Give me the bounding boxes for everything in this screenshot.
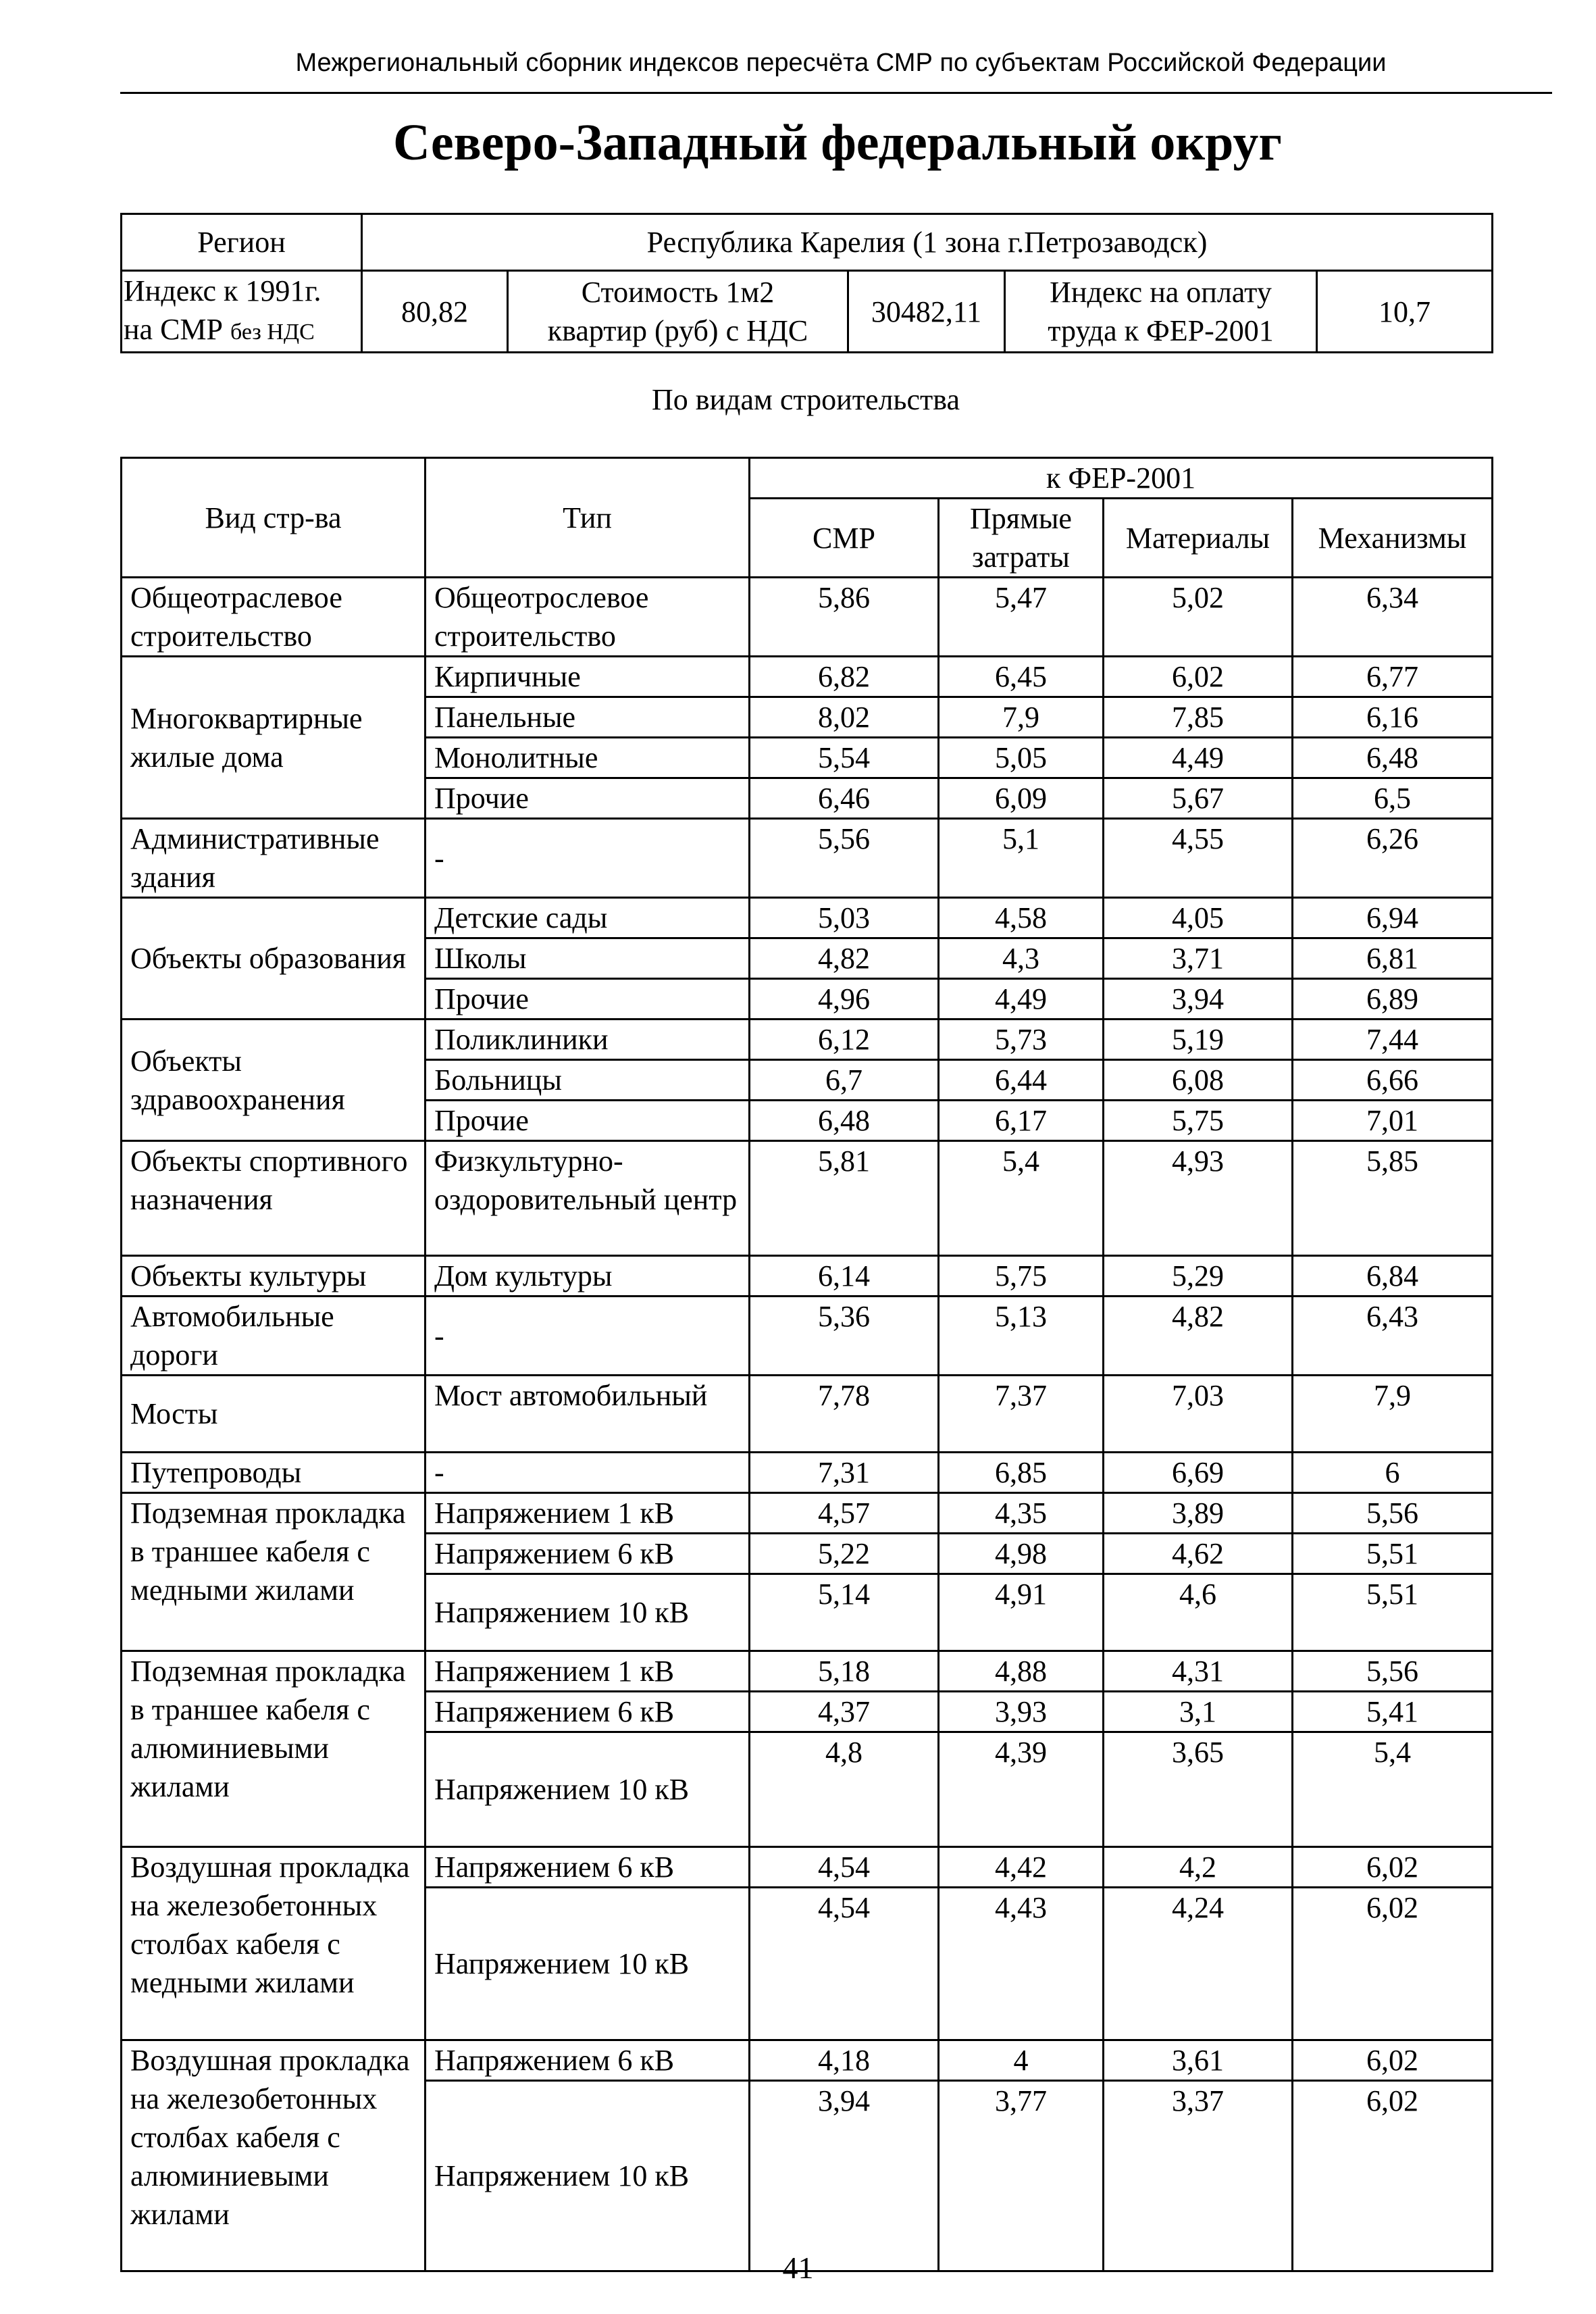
table-row (122, 578, 1493, 657)
value-smr: 6,46 (750, 778, 939, 819)
value-smr: 6,12 (750, 1020, 939, 1060)
value-direct: 4,91 (939, 1574, 1104, 1651)
index-label-small: без НДС (230, 320, 315, 345)
value-smr: 7,31 (750, 1453, 939, 1493)
construction-kind: Общеотраслевое строительство (122, 578, 426, 657)
construction-kind: Объекты культуры (122, 1256, 426, 1297)
construction-type: Дом культуры (426, 1256, 750, 1297)
construction-index-table (120, 457, 1493, 2272)
value-direct: 7,9 (939, 697, 1104, 738)
construction-type: Прочие (426, 778, 750, 819)
header-group: к ФЕР-2001 (750, 458, 1493, 499)
region-value: Республика Карелия (1 зона г.Петрозаводск) (362, 214, 1493, 271)
value-machines: 5,56 (1293, 1493, 1493, 1534)
value-machines: 5,56 (1293, 1651, 1493, 1692)
value-machines: 6,89 (1293, 979, 1493, 1020)
value-smr: 5,14 (750, 1574, 939, 1651)
value-machines: 6,43 (1293, 1297, 1493, 1376)
value-machines: 6,81 (1293, 938, 1493, 979)
construction-type: Напряжением 10 кВ (426, 2081, 750, 2271)
value-materials: 6,08 (1104, 1060, 1293, 1101)
construction-type: Напряжением 6 кВ (426, 1534, 750, 1574)
construction-type: Больницы (426, 1060, 750, 1101)
value-materials: 3,89 (1104, 1493, 1293, 1534)
value-materials: 4,2 (1104, 1847, 1293, 1888)
value-machines: 6,5 (1293, 778, 1493, 819)
value-direct: 5,75 (939, 1256, 1104, 1297)
value-smr: 7,78 (750, 1376, 939, 1453)
header-smr: СМР (750, 499, 939, 578)
table-row (122, 657, 1493, 697)
cost-label-line2: квартир (руб) с НДС (547, 314, 808, 347)
value-direct: 4,98 (939, 1534, 1104, 1574)
value-direct: 3,77 (939, 2081, 1104, 2271)
value-direct: 6,45 (939, 657, 1104, 697)
value-smr: 4,18 (750, 2040, 939, 2081)
index-label-main: на СМР (124, 313, 231, 346)
construction-type: Напряжением 6 кВ (426, 1847, 750, 1888)
table-row (122, 819, 1493, 898)
value-materials: 4,31 (1104, 1651, 1293, 1692)
value-materials: 3,65 (1104, 1732, 1293, 1847)
construction-type: Поликлиники (426, 1020, 750, 1060)
construction-kind: Административные здания (122, 819, 426, 898)
value-direct: 6,44 (939, 1060, 1104, 1101)
value-machines: 6,16 (1293, 697, 1493, 738)
value-direct: 6,17 (939, 1101, 1104, 1141)
value-smr: 5,54 (750, 738, 939, 778)
construction-type: Школы (426, 938, 750, 979)
value-machines: 5,4 (1293, 1732, 1493, 1847)
value-materials: 4,05 (1104, 898, 1293, 938)
construction-type: - (426, 1453, 750, 1493)
value-smr: 4,37 (750, 1692, 939, 1732)
value-machines: 6,02 (1293, 2081, 1493, 2271)
construction-kind: Объекты спортивного назначения (122, 1141, 426, 1256)
table-row (122, 1256, 1493, 1297)
value-smr: 6,82 (750, 657, 939, 697)
construction-type: Детские сады (426, 898, 750, 938)
value-direct: 4 (939, 2040, 1104, 2081)
value-materials: 7,85 (1104, 697, 1293, 738)
value-materials: 7,03 (1104, 1376, 1293, 1453)
construction-kind: Подземная прокладка в траншее кабеля с медными жилами (122, 1493, 426, 1651)
value-direct: 4,42 (939, 1847, 1104, 1888)
value-materials: 5,02 (1104, 578, 1293, 657)
value-materials: 5,75 (1104, 1101, 1293, 1141)
index-value: 80,82 (362, 271, 508, 353)
value-materials: 5,29 (1104, 1256, 1293, 1297)
region-table (120, 213, 1493, 353)
value-direct: 4,39 (939, 1732, 1104, 1847)
labor-label (1005, 271, 1317, 353)
value-materials: 4,55 (1104, 819, 1293, 898)
header-type: Тип (426, 458, 750, 578)
district-title: Северо-Западный федеральный округ (393, 114, 1282, 171)
value-smr: 5,36 (750, 1297, 939, 1376)
table-row (122, 1376, 1493, 1453)
value-machines: 6,02 (1293, 2040, 1493, 2081)
value-smr: 8,02 (750, 697, 939, 738)
value-direct: 4,49 (939, 979, 1104, 1020)
construction-type: Монолитные (426, 738, 750, 778)
construction-kind: Воздушная прокладка на железобетонных столбах кабеля с алюминиевыми жилами (122, 2040, 426, 2271)
value-machines: 5,51 (1293, 1574, 1493, 1651)
construction-type: Напряжением 10 кВ (426, 1574, 750, 1651)
value-materials: 4,24 (1104, 1888, 1293, 2040)
value-machines: 6 (1293, 1453, 1493, 1493)
table-row (122, 1493, 1493, 1534)
section-subtitle: По видам строительства (652, 383, 960, 416)
value-materials: 4,82 (1104, 1297, 1293, 1376)
value-direct: 5,4 (939, 1141, 1104, 1256)
value-machines: 5,41 (1293, 1692, 1493, 1732)
value-direct: 5,73 (939, 1020, 1104, 1060)
construction-type: Напряжением 6 кВ (426, 2040, 750, 2081)
construction-kind: Объекты образования (122, 898, 426, 1020)
value-materials: 3,1 (1104, 1692, 1293, 1732)
construction-type: Панельные (426, 697, 750, 738)
value-machines: 6,02 (1293, 1847, 1493, 1888)
table-body (122, 578, 1493, 2271)
value-machines: 7,9 (1293, 1376, 1493, 1453)
value-smr: 5,86 (750, 578, 939, 657)
value-smr: 4,57 (750, 1493, 939, 1534)
value-materials: 4,49 (1104, 738, 1293, 778)
value-machines: 5,51 (1293, 1534, 1493, 1574)
table-row (122, 1020, 1493, 1060)
construction-type: - (426, 1297, 750, 1376)
table-row (122, 1453, 1493, 1493)
value-machines: 6,48 (1293, 738, 1493, 778)
construction-kind: Путепроводы (122, 1453, 426, 1493)
value-smr: 4,54 (750, 1888, 939, 2040)
header-direct: Прямые затраты (939, 499, 1104, 578)
value-smr: 4,82 (750, 938, 939, 979)
table-row (122, 1847, 1493, 1888)
table-row (122, 1141, 1493, 1256)
value-machines: 7,01 (1293, 1101, 1493, 1141)
cost-value: 30482,11 (848, 271, 1005, 353)
value-smr: 3,94 (750, 2081, 939, 2271)
value-direct: 5,13 (939, 1297, 1104, 1376)
construction-type: Прочие (426, 979, 750, 1020)
construction-kind: Воздушная прокладка на железобетонных столбах кабеля с медными жилами (122, 1847, 426, 2040)
value-machines: 5,85 (1293, 1141, 1493, 1256)
value-smr: 6,7 (750, 1060, 939, 1101)
construction-kind: Автомобильные дороги (122, 1297, 426, 1376)
construction-kind: Объекты здравоохранения (122, 1020, 426, 1141)
labor-label-line2: труда к ФЕР-2001 (1048, 314, 1274, 347)
header-rule (120, 92, 1552, 94)
value-smr: 5,03 (750, 898, 939, 938)
value-direct: 5,05 (939, 738, 1104, 778)
value-machines: 6,77 (1293, 657, 1493, 697)
page-number: 41 (782, 2250, 814, 2285)
index-label-line1: Индекс к 1991г. (124, 274, 321, 307)
construction-kind: Многоквартирные жилые дома (122, 657, 426, 819)
region-label: Регион (122, 214, 362, 271)
value-direct: 4,43 (939, 1888, 1104, 2040)
value-direct: 5,1 (939, 819, 1104, 898)
value-direct: 4,3 (939, 938, 1104, 979)
construction-type: Напряжением 6 кВ (426, 1692, 750, 1732)
value-materials: 3,61 (1104, 2040, 1293, 2081)
index-label-line2 (124, 310, 353, 351)
value-direct: 4,35 (939, 1493, 1104, 1534)
value-smr: 4,96 (750, 979, 939, 1020)
value-materials: 6,69 (1104, 1453, 1293, 1493)
value-machines: 6,66 (1293, 1060, 1493, 1101)
construction-type: Напряжением 10 кВ (426, 1888, 750, 2040)
value-machines: 6,26 (1293, 819, 1493, 898)
value-smr: 5,22 (750, 1534, 939, 1574)
value-smr: 5,18 (750, 1651, 939, 1692)
construction-type: Напряжением 10 кВ (426, 1732, 750, 1847)
value-direct: 7,37 (939, 1376, 1104, 1453)
value-direct: 4,88 (939, 1651, 1104, 1692)
construction-type: Физкультурно-оздоровительный центр (426, 1141, 750, 1256)
table-row (122, 1297, 1493, 1376)
construction-type: Напряжением 1 кВ (426, 1493, 750, 1534)
value-machines: 6,02 (1293, 1888, 1493, 2040)
construction-type: - (426, 819, 750, 898)
value-materials: 3,71 (1104, 938, 1293, 979)
value-direct: 5,47 (939, 578, 1104, 657)
labor-label-line1: Индекс на оплату (1050, 276, 1272, 309)
header-kind: Вид стр-ва (122, 458, 426, 578)
construction-type: Кирпичные (426, 657, 750, 697)
value-machines: 7,44 (1293, 1020, 1493, 1060)
table-row (122, 2040, 1493, 2081)
value-materials: 3,94 (1104, 979, 1293, 1020)
value-machines: 6,34 (1293, 578, 1493, 657)
value-materials: 6,02 (1104, 657, 1293, 697)
value-machines: 6,84 (1293, 1256, 1493, 1297)
value-direct: 4,58 (939, 898, 1104, 938)
construction-type: Мост автомобильный (426, 1376, 750, 1453)
value-smr: 6,14 (750, 1256, 939, 1297)
value-materials: 5,19 (1104, 1020, 1293, 1060)
value-machines: 6,94 (1293, 898, 1493, 938)
value-smr: 5,56 (750, 819, 939, 898)
value-materials: 3,37 (1104, 2081, 1293, 2271)
cost-label-line1: Стоимость 1м2 (581, 276, 775, 309)
value-materials: 4,93 (1104, 1141, 1293, 1256)
labor-value: 10,7 (1317, 271, 1493, 353)
construction-type: Напряжением 1 кВ (426, 1651, 750, 1692)
header-machines: Механизмы (1293, 499, 1493, 578)
construction-type: Прочие (426, 1101, 750, 1141)
value-direct: 3,93 (939, 1692, 1104, 1732)
table-row (122, 898, 1493, 938)
construction-type: Общеотрослевое строительство (426, 578, 750, 657)
table-row (122, 1651, 1493, 1692)
value-direct: 6,09 (939, 778, 1104, 819)
value-materials: 5,67 (1104, 778, 1293, 819)
value-materials: 4,6 (1104, 1574, 1293, 1651)
value-smr: 5,81 (750, 1141, 939, 1256)
value-smr: 6,48 (750, 1101, 939, 1141)
construction-kind: Мосты (122, 1376, 426, 1453)
index-label (122, 271, 362, 353)
cost-label (508, 271, 848, 353)
construction-kind: Подземная прокладка в траншее кабеля с алюминиевыми жилами (122, 1651, 426, 1847)
value-materials: 4,62 (1104, 1534, 1293, 1574)
collection-title: Межрегиональный сборник индексов пересчёта СМР по субъектам Российской Федерации (295, 49, 1387, 77)
value-smr: 4,8 (750, 1732, 939, 1847)
header-materials: Материалы (1104, 499, 1293, 578)
value-smr: 4,54 (750, 1847, 939, 1888)
value-direct: 6,85 (939, 1453, 1104, 1493)
